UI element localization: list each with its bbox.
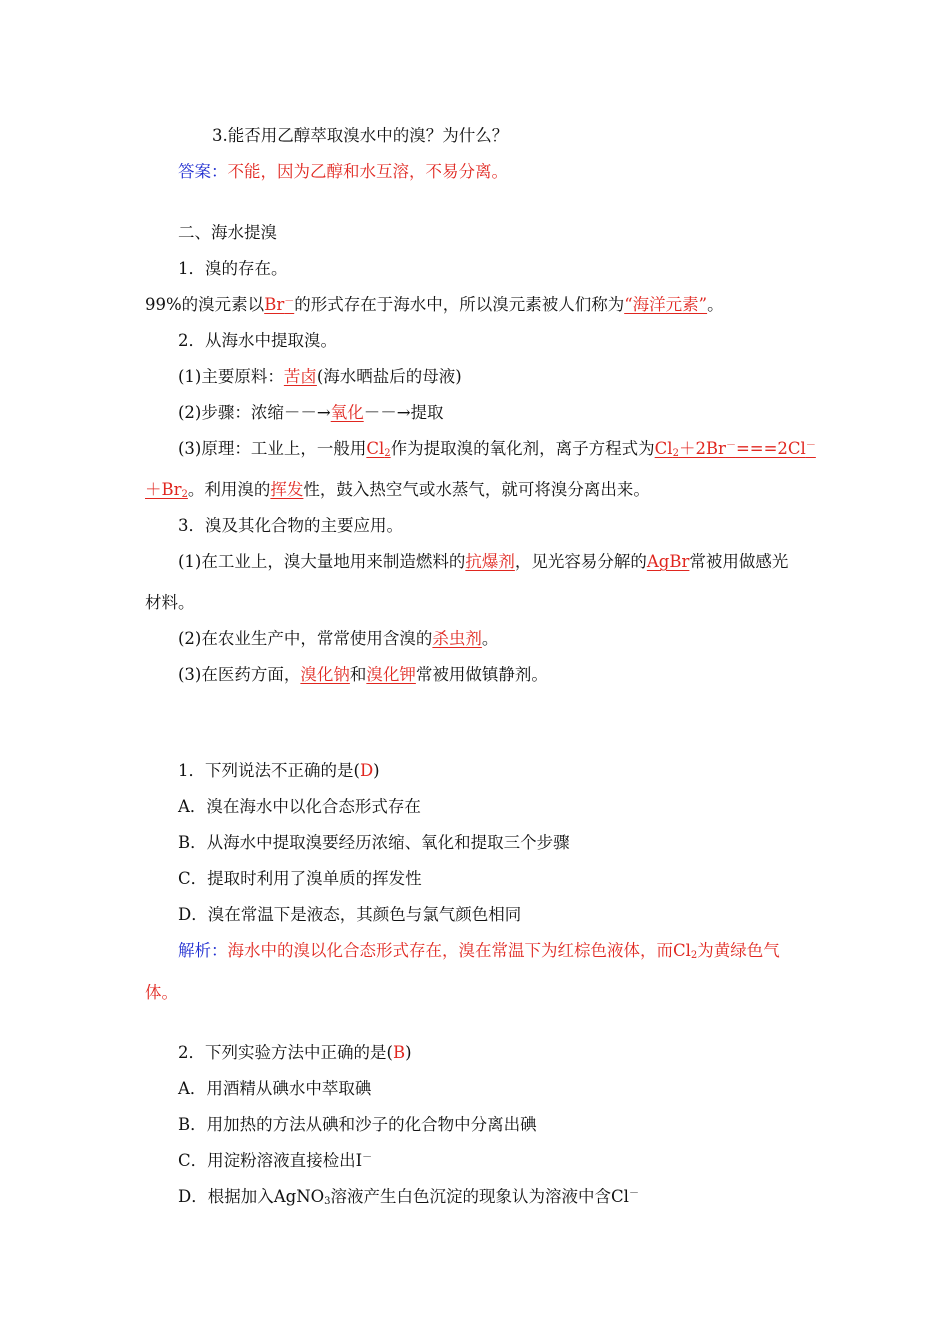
item-agriculture: [178, 628, 498, 650]
text-run: 。: [481, 629, 499, 648]
text-run: (1)主要原料：: [178, 367, 284, 386]
text-run: (3)在医药方面，: [178, 665, 301, 684]
text-run: 材料。: [145, 593, 195, 612]
fill-answer-cl2: $Cl_2$: [366, 439, 391, 459]
item-industry: [178, 551, 788, 573]
text-run: (2)在农业生产中，常常使用含溴的: [178, 629, 433, 648]
analysis-label: 解析：: [178, 941, 228, 960]
para-bromine-existence: [145, 294, 724, 316]
question-3-answer: [178, 161, 508, 183]
exercise-1-analysis: [178, 940, 780, 962]
answer-label: 答案：: [178, 162, 228, 181]
exercise-1-answer: D: [359, 761, 374, 780]
text-run: 的形式存在于海水中，所以溴元素被人们称为: [294, 295, 625, 314]
question-3: [212, 125, 508, 147]
text-run: 。利用溴的: [187, 480, 271, 499]
fill-answer-kbr: 溴化钾: [366, 665, 416, 684]
exercise-2-option-d: D．根据加入AgNO$_3$溶液产生白色沉淀的现象认为溶液中含Cl－: [178, 1187, 639, 1207]
analysis-text: 海水中的溴以化合态形式存在，溴在常温下为红棕色液体，而$Cl_2$为黄绿色气: [227, 941, 780, 961]
item-steps: [178, 402, 444, 424]
item-text: 1．溴的存在。: [178, 259, 288, 278]
text-run: 和: [349, 665, 367, 684]
question-3-text: 3.能否用乙醇萃取溴水中的溴？为什么？: [212, 126, 509, 145]
answer-text: 不能，因为乙醇和水互溶，不易分离。: [227, 162, 508, 181]
exercise-1-analysis-cont: 体。: [145, 983, 178, 1002]
text-run: (2)步骤：浓缩－－→: [178, 403, 331, 422]
text-run: 性，鼓入热空气或水蒸气，就可将溴分离出来。: [303, 480, 650, 499]
item-principle: [178, 438, 816, 460]
exercise-1-option-d: D．溴在常温下是液态，其颜色与氯气颜色相同: [178, 905, 522, 924]
item-industry-cont: [145, 592, 195, 614]
section-heading-text: 二、海水提溴: [178, 223, 277, 242]
item-raw-material: [178, 366, 462, 388]
item-bromine-existence: [178, 258, 288, 280]
section-heading: [178, 222, 277, 244]
item-text: 2．从海水中提取溴。: [178, 331, 337, 350]
exercise-2-option-b: B．用加热的方法从碘和沙子的化合物中分离出碘: [178, 1115, 537, 1134]
text-run: 作为提取溴的氧化剂，离子方程式为: [390, 439, 655, 458]
item-medicine: [178, 664, 548, 686]
item-applications: [178, 515, 403, 537]
text-run: －－→提取: [363, 403, 444, 422]
exercise-1-stem: 1．下列说法不正确的是(D): [178, 761, 380, 780]
fill-answer-bittern: 苦卤: [283, 367, 317, 386]
item-text: 3．溴及其化合物的主要应用。: [178, 516, 403, 535]
text-run: 常被用做感光: [689, 552, 789, 571]
fill-answer-agbr: AgBr: [646, 552, 690, 571]
fill-answer-equation-cont: $+Br_2$: [145, 480, 188, 500]
exercise-1-option-b: B．从海水中提取溴要经历浓缩、氧化和提取三个步骤: [178, 833, 570, 852]
text-run: 99%的溴元素以: [145, 295, 265, 314]
exercise-2-answer: B: [392, 1043, 406, 1062]
item-principle-cont: [145, 479, 650, 501]
text-run: 。: [707, 295, 724, 314]
text-run: (海水晒盐后的母液): [316, 367, 462, 386]
exercise-2-option-c: C．用淀粉溶液直接检出I－: [178, 1151, 373, 1170]
item-extraction: [178, 330, 337, 352]
fill-answer-ocean-element: “海洋元素”: [624, 295, 708, 314]
fill-answer-br-ion: Br－: [264, 295, 295, 314]
exercise-1-option-c: C．提取时利用了溴单质的挥发性: [178, 869, 422, 888]
fill-answer-nabr: 溴化钠: [300, 665, 350, 684]
text-run: (1)在工业上，溴大量地用来制造燃料的: [178, 552, 466, 571]
exercise-2-option-a: A．用酒精从碘水中萃取碘: [178, 1079, 372, 1098]
fill-answer-equation: $Cl_2+2Br^-===2Cl^-$: [654, 439, 816, 459]
exercise-1-option-a: A．溴在海水中以化合态形式存在: [178, 797, 421, 816]
text-run: 常被用做镇静剂。: [415, 665, 548, 684]
fill-answer-insecticide: 杀虫剂: [432, 629, 482, 648]
text-run: ，见光容易分解的: [514, 552, 647, 571]
fill-answer-antiknock: 抗爆剂: [465, 552, 515, 571]
fill-answer-volatility: 挥发: [270, 480, 304, 499]
fill-answer-oxidation: 氧化: [330, 403, 364, 422]
text-run: (3)原理：工业上，一般用: [178, 439, 367, 458]
exercise-2-stem: 2．下列实验方法中正确的是(B): [178, 1043, 412, 1062]
